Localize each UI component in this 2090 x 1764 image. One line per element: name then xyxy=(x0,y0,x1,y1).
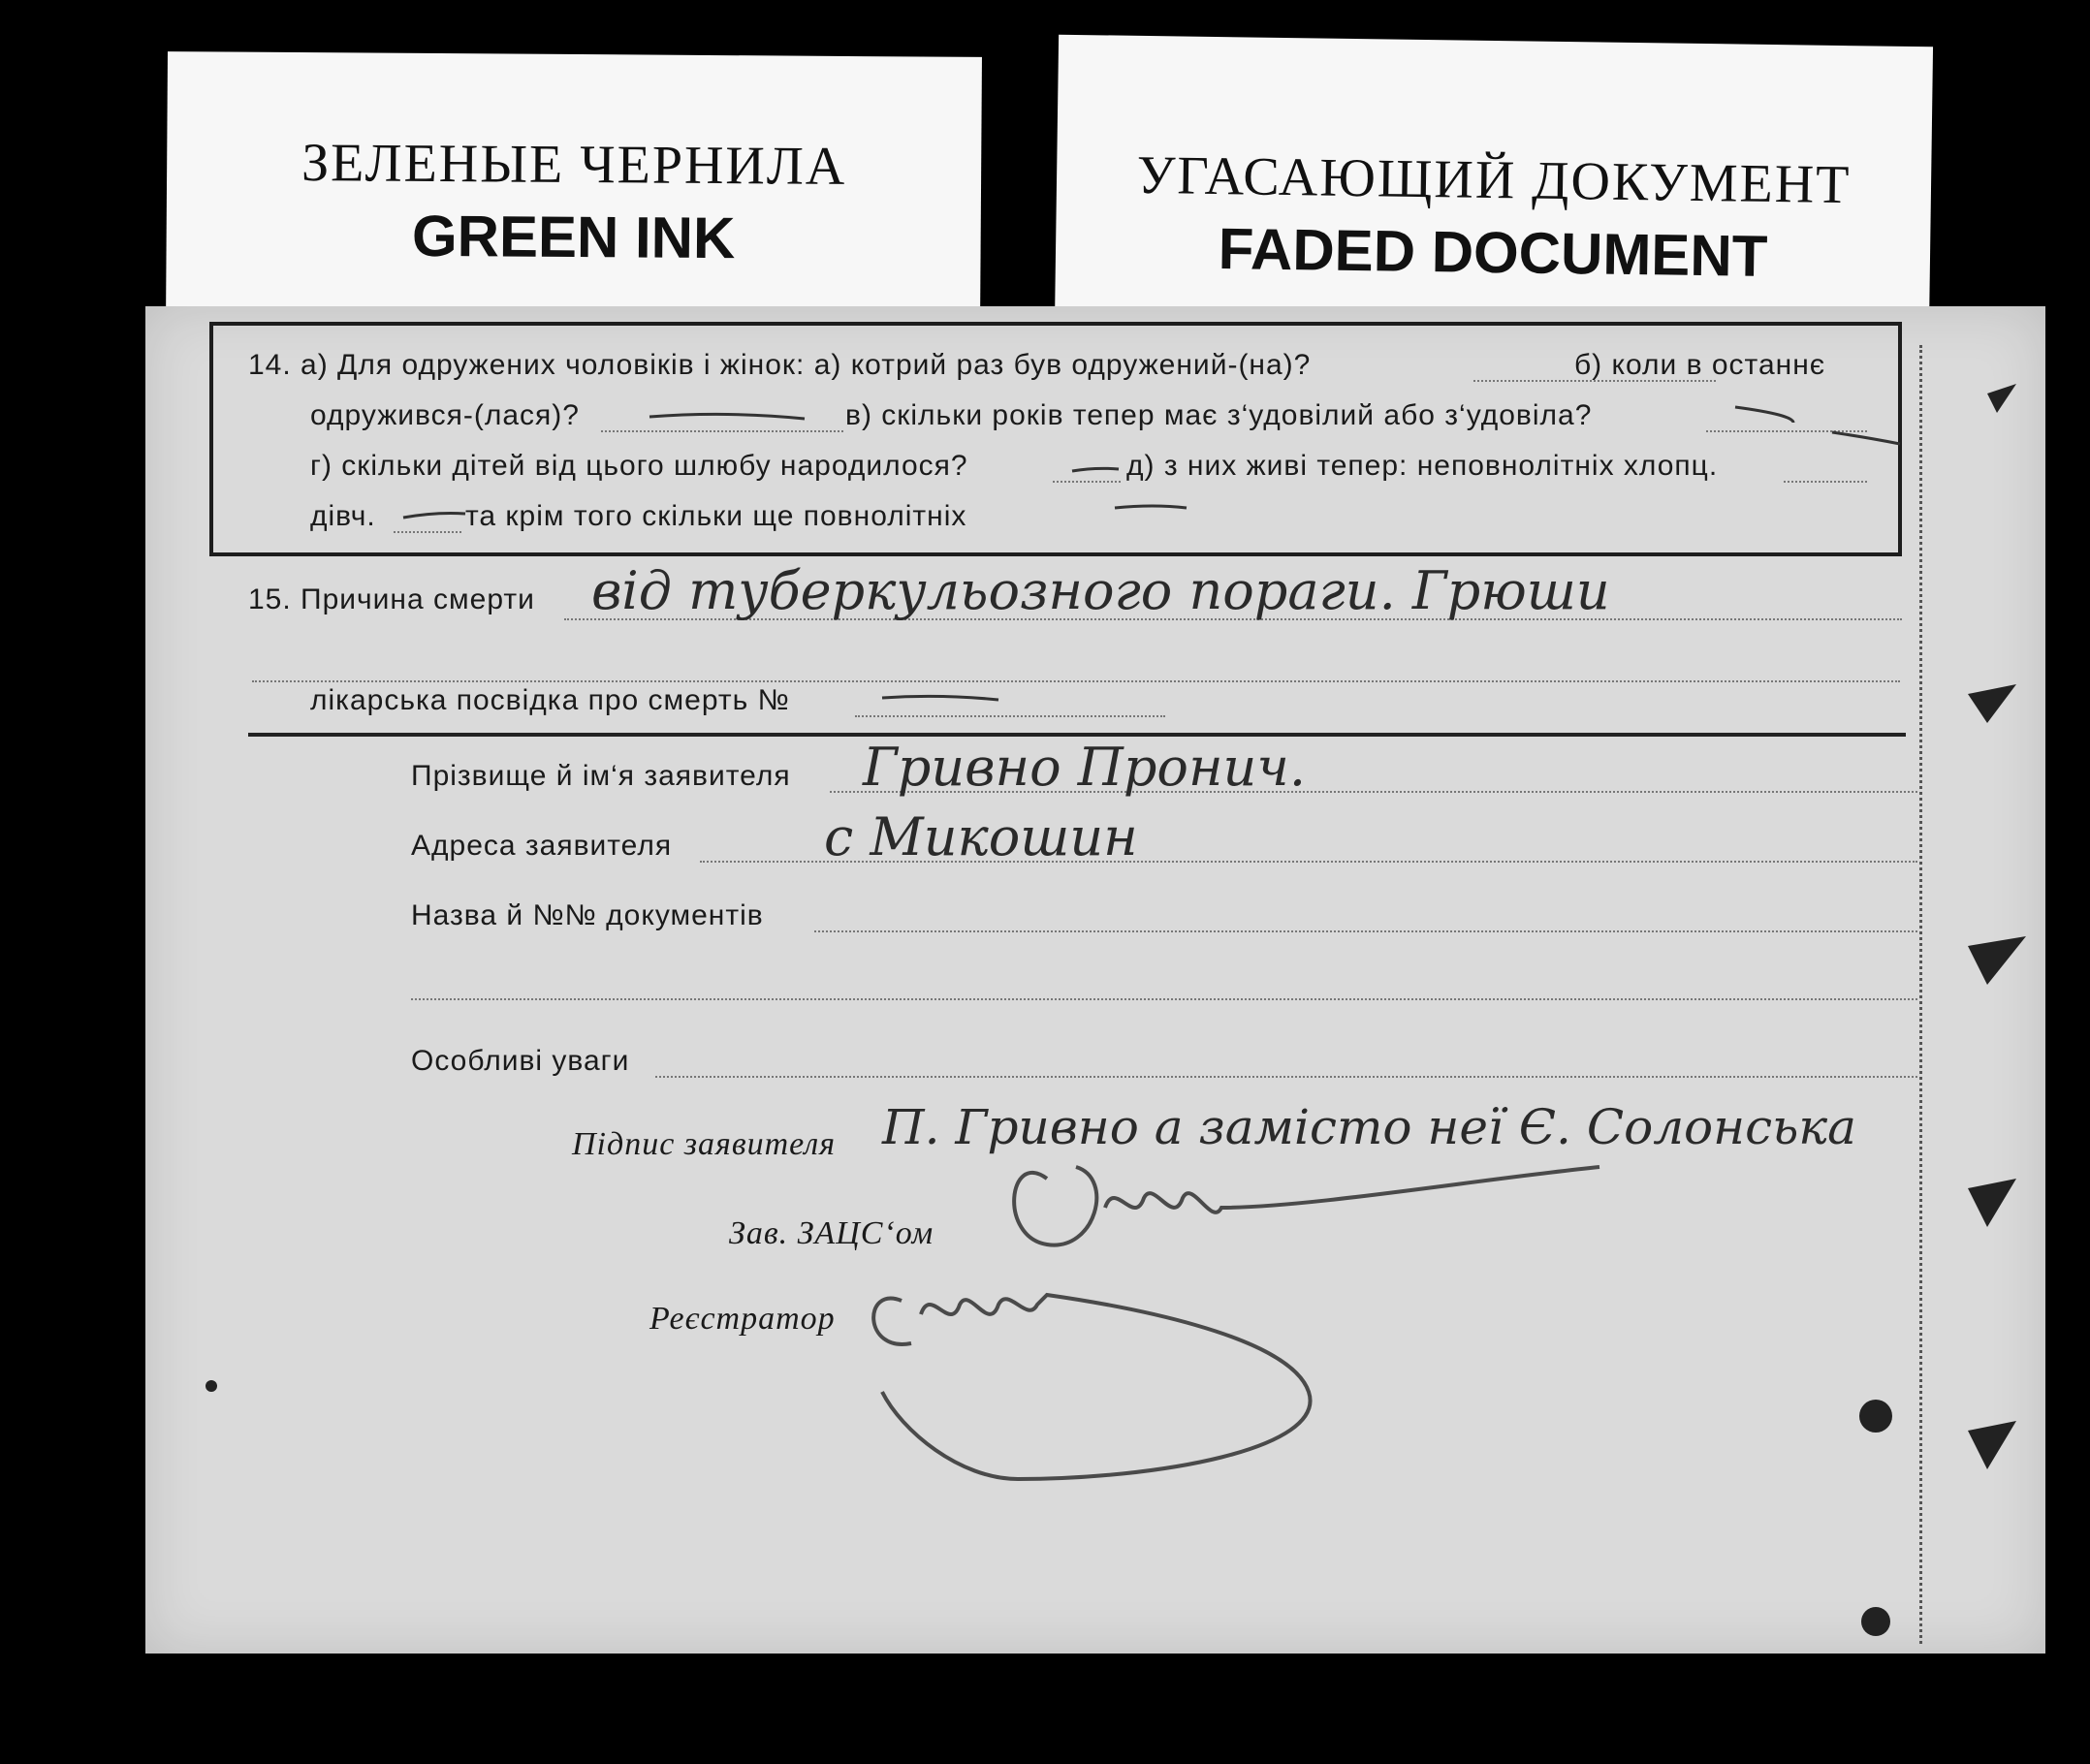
applicant-signature-value: П. Гривно а замісто неї Є. Солонська xyxy=(882,1099,1856,1155)
registrar-signature-mark xyxy=(873,1295,1310,1479)
q14-dash-2 xyxy=(1735,407,1793,423)
handwritten-marks xyxy=(145,306,2045,1654)
q14-dash-4 xyxy=(1072,468,1119,471)
registrar-label: Реєстратор xyxy=(649,1301,836,1337)
q14-line4-text-b: та крім того скільки ще повнолітніх xyxy=(465,500,967,532)
green-ink-tag-en: GREEN INK xyxy=(411,203,736,271)
tear-mark-2 xyxy=(1968,684,2016,723)
certificate-dash xyxy=(882,696,998,700)
q14-line2-text: одружився-(лася)? xyxy=(310,399,580,431)
green-ink-tag-ru: ЗЕЛЕНЫЕ ЧЕРНИЛА xyxy=(301,133,847,197)
q14-dash-3 xyxy=(1832,432,1900,444)
q14-line3-text: г) скільки дітей від цього шлюбу народилося? xyxy=(310,450,968,482)
green-ink-tag xyxy=(166,51,982,329)
registry-form-sheet xyxy=(145,306,2045,1654)
q14-dash-6 xyxy=(1115,506,1187,508)
q14-line2-text-b: в) скільки років тепер має з‘удовілий або з‘удовіла? xyxy=(845,399,1593,431)
q15-cause-of-death-value: від туберкульозного пораги. Грюши xyxy=(591,560,1610,621)
q14-dash-1 xyxy=(649,414,805,419)
special-notes-label: Особливі уваги xyxy=(411,1045,630,1077)
q14-dash-5 xyxy=(403,514,465,519)
punch-hole-bottom xyxy=(1861,1607,1890,1636)
q15-cause-of-death-label: 15. Причина смерти xyxy=(248,583,535,615)
faded-document-tag xyxy=(1055,35,1933,338)
ink-dot xyxy=(206,1380,217,1392)
tear-mark-4 xyxy=(1968,1179,2016,1227)
applicant-address-value: с Микошин xyxy=(824,806,1138,867)
q14-line1-text-b: б) коли в останнє xyxy=(1574,349,1826,381)
applicant-address-label: Адреса заявителя xyxy=(411,830,673,862)
tear-mark-3 xyxy=(1968,936,2026,985)
documents-label: Назва й №№ документів xyxy=(411,899,764,931)
applicant-signature-label: Підпис заявителя xyxy=(572,1126,837,1162)
q14-line1-text: 14. а) Для одружених чоловіків і жінок: а) котрий раз був одружений-(на)? xyxy=(248,349,1312,381)
faded-document-tag-en: FADED DOCUMENT xyxy=(1218,216,1768,289)
faded-document-tag-ru: УГАСАЮЩИЙ ДОКУМЕНТ xyxy=(1136,144,1852,216)
tear-mark-5 xyxy=(1968,1421,2016,1469)
applicant-name-label: Прізвище й ім‘я заявителя xyxy=(411,760,791,792)
q14-line3-text-b: д) з них живі тепер: неповнолітніх хлопц. xyxy=(1126,450,1719,482)
q14-line4-text: дівч. xyxy=(310,500,376,532)
punch-hole-top xyxy=(1859,1400,1892,1433)
registry-head-label: Зав. ЗАЦС‘ом xyxy=(729,1215,934,1251)
tear-mark-1 xyxy=(1987,384,2016,413)
applicant-name-value: Гривно Пронич. xyxy=(863,737,1307,798)
head-signature-mark xyxy=(1014,1167,1599,1245)
medical-certificate-label: лікарська посвідка про смерть № xyxy=(310,684,790,716)
